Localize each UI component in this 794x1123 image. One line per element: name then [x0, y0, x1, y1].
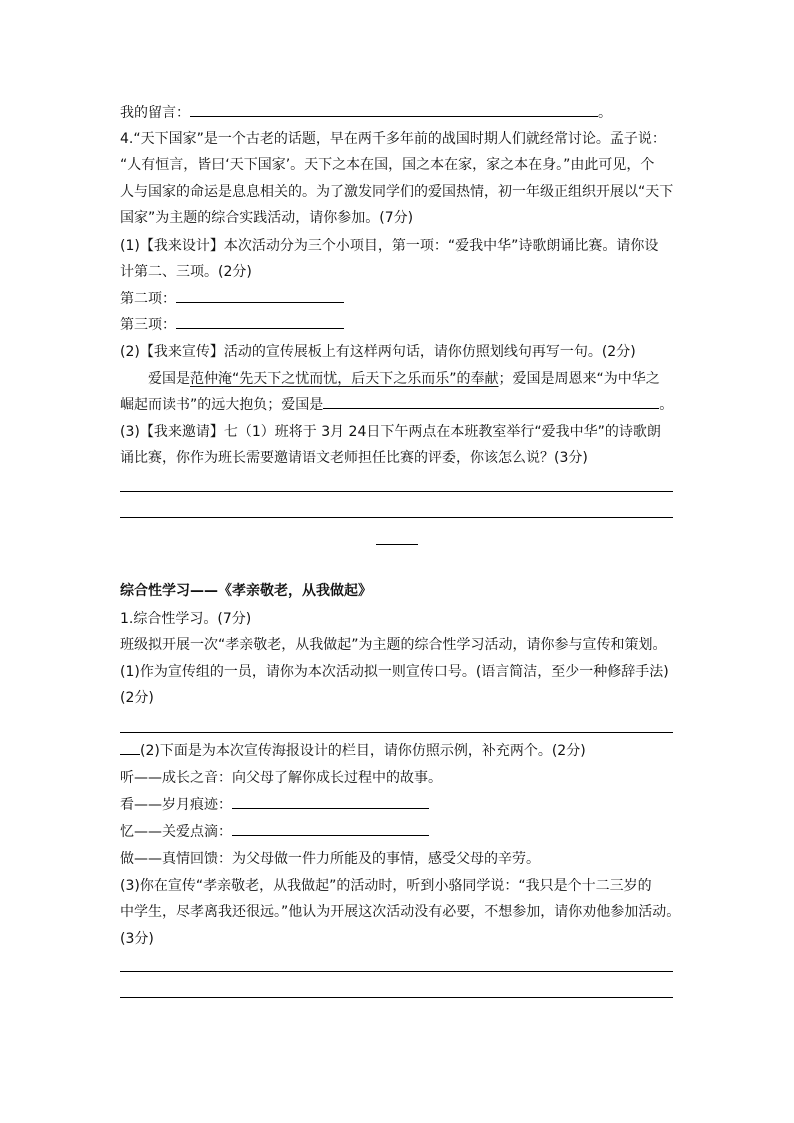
s2-p3-line-2: 中学生，尽孝离我还很远。”他认为开展这次活动没有必要，不想参加，请你劝他参加活动。	[120, 904, 681, 920]
section-divider	[376, 544, 418, 545]
item3-label: 第三项：	[120, 317, 176, 333]
column-see-blank[interactable]	[232, 794, 429, 809]
item2-line	[120, 288, 344, 310]
s2-p3-line-1: (3)你在宣传“孝亲敬老，从我做起”的活动时，听到小骆同学说：“我只是个十二三岁的	[120, 878, 652, 894]
column-see-line	[120, 794, 429, 816]
column-do: 做——真情回馈：为父母做一件力所能及的事情，感受父母的辛劳。	[120, 851, 540, 867]
comment-end: 。	[598, 105, 612, 121]
answer-line[interactable]	[120, 517, 673, 518]
q4-line-3: 人与国家的命运是息息相关的。为了激发同学们的爱国热情，初一年级正组织开展以“天下	[120, 184, 674, 200]
item2-blank[interactable]	[176, 288, 344, 303]
persuade-answer-line[interactable]	[120, 971, 673, 972]
q4-p2-line-1: (2)【我来宣传】活动的宣传展板上有这样两句话，请你仿照划线句再写一句。(2分)	[120, 344, 636, 360]
column-recall-blank[interactable]	[232, 821, 429, 836]
underlined-sentence: 范仲淹“先天下之忧而忧，后天下之乐而乐”的奉献	[190, 371, 499, 387]
comment-label: 我的留言：	[120, 105, 190, 121]
column-recall-line	[120, 821, 429, 843]
column-see-label: 看——岁月痕迹：	[120, 797, 232, 813]
item2-label: 第二项：	[120, 291, 176, 307]
s2-p3-line-3: (3分)	[120, 931, 154, 947]
example-2-prefix: 崛起而读书”的远大抱负；爱国是	[120, 397, 324, 413]
answer-line[interactable]	[120, 491, 673, 492]
q4-line-2: “人有恒言，皆曰‘天下国家’。天下之本在国，国之本在家，家之本在身。”由此可见，个	[120, 157, 655, 173]
leading-blank	[120, 740, 140, 755]
patriot-answer-blank[interactable]	[323, 394, 659, 409]
example-suffix: ；爱国是周恩来“为中华之	[498, 371, 660, 387]
q4-p2-example-1	[148, 368, 660, 390]
q4-p2-example-2	[120, 394, 673, 416]
slogan-answer-line[interactable]	[120, 732, 673, 733]
q4-line-4: 国家”为主题的综合实践活动，请你参加。(7分)	[120, 210, 414, 226]
s2-q1: 1.综合性学习。(7分)	[120, 611, 252, 627]
comment-blank[interactable]	[190, 102, 598, 117]
q4-p3-line-1: (3)【我来邀请】七（1）班将于 3月 24日下午两点在本班教室举行“爱我中华”的诗歌朗	[120, 424, 661, 440]
s2-p1-line-2: (2分)	[120, 690, 154, 706]
s2-p1-line-1: (1)作为宣传组的一员，请你为本次活动拟一则宣传口号。(语言简洁，至少一种修辞手法)	[120, 664, 669, 680]
persuade-answer-line[interactable]	[120, 997, 673, 998]
example-2-end: 。	[659, 397, 674, 413]
q4-p1-line-2: 计第二、三项。(2分)	[120, 264, 252, 280]
s2-intro: 班级拟开展一次“孝亲敬老，从我做起”为主题的综合性学习活动，请你参与宣传和策划。	[120, 637, 667, 653]
column-recall-label: 忆——关爱点滴：	[120, 824, 232, 840]
q4-p3-line-2: 诵比赛，你作为班长需要邀请语文老师担任比赛的评委，你该怎么说？(3分)	[120, 450, 588, 466]
example-prefix: 爱国是	[148, 371, 190, 387]
item3-line	[120, 314, 344, 336]
s2-p2-text: (2)下面是为本次宣传海报设计的栏目，请你仿照示例，补充两个。(2分)	[140, 743, 586, 759]
s2-p2-line	[120, 740, 586, 762]
section-title: 综合性学习——《孝亲敬老，从我做起》	[120, 583, 372, 599]
column-listen: 听——成长之音：向父母了解你成长过程中的故事。	[120, 770, 442, 786]
q4-line-1: 4.“天下国家”是一个古老的话题，早在两千多年前的战国时期人们就经常讨论。孟子说：	[120, 131, 666, 147]
item3-blank[interactable]	[176, 314, 344, 329]
comment-line	[120, 102, 612, 124]
q4-p1-line-1: (1)【我来设计】本次活动分为三个小项目，第一项：“爱我中华”诗歌朗诵比赛。请你设	[120, 238, 659, 254]
